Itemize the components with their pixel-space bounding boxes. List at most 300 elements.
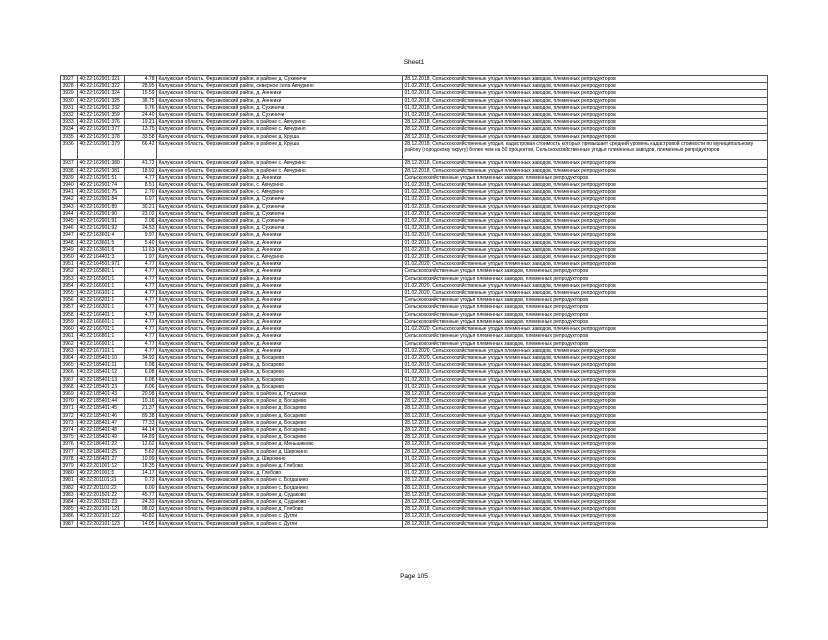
cadastral-number-cell: 40:22:162901:92 xyxy=(78,225,125,232)
row-number-cell: 3949 xyxy=(61,246,78,253)
area-cell: 0.73 xyxy=(125,477,157,484)
row-number-cell: 3933 xyxy=(61,119,78,126)
address-cell: Калужская область, Ферзиковский район, д. Сухиничи xyxy=(157,218,403,225)
table-row xyxy=(61,174,768,181)
row-number-cell: 3932 xyxy=(61,112,78,119)
category-cell: 01.02.2018, Сельскохозяйственные угодья племенных заводов, племенных репродукторов xyxy=(403,97,768,104)
address-cell: Калужская область, Ферзиковский район, д. Аннеики xyxy=(157,97,403,104)
area-cell: 19.21 xyxy=(125,119,157,126)
category-cell: 01.02.2019, Сельскохозяйственные угодья племенных заводов, племенных репродукторов xyxy=(403,455,768,462)
category-cell: 28.12.2018, Сельскохозяйственные угодья племенных заводов, племенных репродукторов xyxy=(403,498,768,505)
category-cell: 28.12.2018, Сельскохозяйственные угодья племенных заводов, племенных репродукторов xyxy=(403,441,768,448)
area-cell: 4.77 xyxy=(125,297,157,304)
table-row xyxy=(61,275,768,282)
address-cell: Калужская область, Ферзиковский район, с. Авчурино xyxy=(157,254,403,261)
category-cell: 01.02.2018, Сельскохозяйственные угодья племенных заводов, племенных репродукторов xyxy=(403,225,768,232)
row-number-cell: 3987 xyxy=(61,520,78,527)
table-row xyxy=(61,376,768,383)
table-row xyxy=(61,333,768,340)
category-cell: Сельскохозяйственные угодья племенных заводов, племенных репродукторов xyxy=(403,174,768,181)
address-cell: Калужская область, Ферзиковский район, в районе с. Дугли xyxy=(157,520,403,527)
table-row xyxy=(61,189,768,196)
category-cell: 01.02.2018, Сельскохозяйственные угодья племенных заводов, племенных репродукторов xyxy=(403,203,768,210)
table-row xyxy=(61,290,768,297)
table-row xyxy=(61,462,768,469)
category-cell: 28.12.2018, Сельскохозяйственные угодья племенных заводов, племенных репродукторов xyxy=(403,133,768,140)
address-cell: Калужская область, Ферзиковский район, в районе д. Глебово xyxy=(157,462,403,469)
category-cell: 01.02.2020, Сельскохозяйственные угодья племенных заводов, племенных репродукторов xyxy=(403,326,768,333)
row-number-cell: 3935 xyxy=(61,133,78,140)
table-row xyxy=(61,119,768,126)
land-plots-table xyxy=(60,75,768,528)
table-row xyxy=(61,506,768,513)
address-cell: Калужская область, Ферзиковский район, в районе д. Глушонки xyxy=(157,390,403,397)
category-cell: 28.12.2018, Сельскохозяйственные угодья племенных заводов, племенных репродукторов xyxy=(403,506,768,513)
table-row xyxy=(61,133,768,140)
area-cell: 14.17 xyxy=(125,470,157,477)
area-cell: 34.92 xyxy=(125,354,157,361)
table-row xyxy=(61,112,768,119)
row-number-cell: 3985 xyxy=(61,506,78,513)
table-row xyxy=(61,513,768,520)
area-cell: 66.42 xyxy=(125,140,157,160)
cadastral-number-cell: 40:22:166401:1 xyxy=(78,311,125,318)
address-cell: Калужская область, Ферзиковский район, д. Аннеики xyxy=(157,246,403,253)
row-number-cell: 3960 xyxy=(61,326,78,333)
table-row xyxy=(61,362,768,369)
table-body xyxy=(61,76,768,528)
table-row xyxy=(61,83,768,90)
cadastral-number-cell: 40:22:164501:971 xyxy=(78,261,125,268)
address-cell: Калужская область, Ферзиковский район, д. Аннеики xyxy=(157,268,403,275)
table-row xyxy=(61,261,768,268)
row-number-cell: 3939 xyxy=(61,174,78,181)
cadastral-number-cell: 40:22:202101:123 xyxy=(78,520,125,527)
area-cell: 38.75 xyxy=(125,97,157,104)
table-row xyxy=(61,311,768,318)
category-cell: 01.02.2020, Сельскохозяйственные угодья племенных заводов, племенных репродукторов xyxy=(403,261,768,268)
address-cell: Калужская область, Ферзиковский район, в районе д. Круша xyxy=(157,133,403,140)
category-cell: 28.12.2018, Сельскохозяйственные угодья племенных заводов, племенных репродукторов xyxy=(403,76,768,83)
cadastral-number-cell: 40:22:166801:1 xyxy=(78,333,125,340)
category-cell: 01.02.2018, Сельскохозяйственные угодья племенных заводов, племенных репродукторов xyxy=(403,218,768,225)
cadastral-number-cell: 40:22:166901:1 xyxy=(78,340,125,347)
address-cell: Калужская область, Ферзиковский район, д. Сухиничи xyxy=(157,196,403,203)
row-number-cell: 3945 xyxy=(61,218,78,225)
row-number-cell: 3959 xyxy=(61,318,78,325)
address-cell: Калужская область, Ферзиковский район, д. Сухиничи xyxy=(157,112,403,119)
category-cell: 01.02.2020, Сельскохозяйственные угодья племенных заводов, племенных репродукторов xyxy=(403,347,768,354)
cadastral-number-cell: 40:22:185401:10 xyxy=(78,354,125,361)
cadastral-number-cell: 40:22:202101:122 xyxy=(78,513,125,520)
area-cell: 6.98 xyxy=(125,369,157,376)
area-cell: 23.02 xyxy=(125,210,157,217)
row-number-cell: 3957 xyxy=(61,304,78,311)
table-row xyxy=(61,126,768,133)
cadastral-number-cell: 40:22:162901:74 xyxy=(78,182,125,189)
category-cell: 01.02.2018, Сельскохозяйственные угодья племенных заводов, племенных репродукторов xyxy=(403,189,768,196)
row-number-cell: 3971 xyxy=(61,405,78,412)
area-cell: 98.02 xyxy=(125,506,157,513)
category-cell: 28.12.2018, Сельскохозяйственные угодья племенных заводов, племенных репродукторов xyxy=(403,119,768,126)
area-cell: 9.97 xyxy=(125,232,157,239)
table-row xyxy=(61,104,768,111)
address-cell: Калужская область, Ферзиковский район, в районе д. Босарево xyxy=(157,405,403,412)
area-cell: 5.62 xyxy=(125,448,157,455)
category-cell: 01.02.2018, Сельскохозяйственные угодья племенных заводов, племенных репродукторов xyxy=(403,83,768,90)
row-number-cell: 3982 xyxy=(61,484,78,491)
address-cell: Калужская область, Ферзиковский район, д. Аннеики xyxy=(157,311,403,318)
cadastral-number-cell: 40:22:162901:381 xyxy=(78,167,125,174)
cadastral-number-cell: 40:22:201101:22 xyxy=(78,484,125,491)
category-cell: 01.02.2018, Сельскохозяйственные угодья племенных заводов, племенных репродукторов xyxy=(403,254,768,261)
cadastral-number-cell: 40:22:162901:325 xyxy=(78,97,125,104)
cadastral-number-cell: 40:22:185401:47 xyxy=(78,419,125,426)
category-cell: Сельскохозяйственные угодья племенных заводов, племенных репродукторов xyxy=(403,340,768,347)
category-cell: 01.02.2018, Сельскохозяйственные угодья племенных заводов, племенных репродукторов xyxy=(403,104,768,111)
address-cell: Калужская область, Ферзиковский район, д. Сухиничи xyxy=(157,225,403,232)
cadastral-number-cell: 40:22:167101:1 xyxy=(78,347,125,354)
address-cell: Калужская область, Ферзиковский район, д. Босарево xyxy=(157,376,403,383)
category-cell: 01.02.2019, Сельскохозяйственные угодья племенных заводов, племенных репродукторов xyxy=(403,196,768,203)
cadastral-number-cell: 40:22:201001:12 xyxy=(78,462,125,469)
address-cell: Калужская область, Ферзиковский район, д. Аннеики xyxy=(157,261,403,268)
row-number-cell: 3970 xyxy=(61,398,78,405)
category-cell: 28.12.2018, Сельскохозяйственные угодья, кадастровая стоимость которых превышает средний уровень кадастровой стоимости по муниципальному району (городскому округу) более чем на 50 процентов, Сельскохозяйственные угодья племенных заводов, племенных репродукторов xyxy=(403,140,768,160)
table-row xyxy=(61,297,768,304)
address-cell: Калужская область, Ферзиковский район, в районе д. Судаково xyxy=(157,491,403,498)
address-cell: Калужская область, Ферзиковский район, в районе д. Глебово xyxy=(157,506,403,513)
address-cell: Калужская область, Ферзиковский район, д. Аннеики xyxy=(157,326,403,333)
cadastral-number-cell: 40:22:162901:84 xyxy=(78,196,125,203)
cadastral-number-cell: 40:22:201001:5 xyxy=(78,470,125,477)
cadastral-number-cell: 40:22:163601:5 xyxy=(78,239,125,246)
table-row xyxy=(61,318,768,325)
address-cell: Калужская область, Ферзиковский район, д. Аннеики xyxy=(157,275,403,282)
cadastral-number-cell: 40:22:202101:121 xyxy=(78,506,125,513)
address-cell: Калужская область, Ферзиковский район, д. Босарево xyxy=(157,383,403,390)
cadastral-number-cell: 40:22:162901:378 xyxy=(78,133,125,140)
cadastral-number-cell: 40:22:162901:376 xyxy=(78,119,125,126)
area-cell: 2.70 xyxy=(125,189,157,196)
cadastral-number-cell: 40:22:162901:379 xyxy=(78,140,125,160)
category-cell: 28.12.2018, Сельскохозяйственные угодья племенных заводов, племенных репродукторов xyxy=(403,462,768,469)
cadastral-number-cell: 40:22:164401:3 xyxy=(78,254,125,261)
address-cell: Калужская область, Ферзиковский район, в районе д. Босарево xyxy=(157,426,403,433)
row-number-cell: 3984 xyxy=(61,498,78,505)
address-cell: Калужская область, Ферзиковский район, д. Босарево xyxy=(157,362,403,369)
category-cell: 28.12.2018, Сельскохозяйственные угодья племенных заводов, племенных репродукторов xyxy=(403,448,768,455)
row-number-cell: 3958 xyxy=(61,311,78,318)
area-cell: 4.77 xyxy=(125,275,157,282)
table-row xyxy=(61,246,768,253)
category-cell: 28.12.2018, Сельскохозяйственные угодья племенных заводов, племенных репродукторов xyxy=(403,405,768,412)
table-row xyxy=(61,448,768,455)
area-cell: 8.51 xyxy=(125,182,157,189)
cadastral-number-cell: 40:22:163601:4 xyxy=(78,232,125,239)
row-number-cell: 3953 xyxy=(61,275,78,282)
area-cell: 4.77 xyxy=(125,311,157,318)
cadastral-number-cell: 40:22:162901:324 xyxy=(78,90,125,97)
row-number-cell: 3980 xyxy=(61,470,78,477)
address-cell: Калужская область, Ферзиковский район, д. Сухиничи xyxy=(157,104,403,111)
address-cell: Калужская область, Ферзиковский район, д. Босарево xyxy=(157,369,403,376)
area-cell: 45.77 xyxy=(125,491,157,498)
cadastral-number-cell: 40:22:162901:75 xyxy=(78,189,125,196)
cadastral-number-cell: 40:22:185401:44 xyxy=(78,398,125,405)
address-cell: Калужская область, Ферзиковский район, д. Аннеики xyxy=(157,340,403,347)
area-cell: 10.99 xyxy=(125,455,157,462)
area-cell: 24.40 xyxy=(125,112,157,119)
table-row xyxy=(61,347,768,354)
address-cell: Калужская область, Ферзиковский район, в районе д. Сухиничи xyxy=(157,76,403,83)
area-cell: 40.82 xyxy=(125,513,157,520)
table-row xyxy=(61,167,768,174)
row-number-cell: 3974 xyxy=(61,426,78,433)
row-number-cell: 3938 xyxy=(61,167,78,174)
address-cell: Калужская область, Ферзиковский район, д. Босарево xyxy=(157,354,403,361)
address-cell: Калужская область, Ферзиковский район, д. Аннеики xyxy=(157,297,403,304)
table-row xyxy=(61,182,768,189)
address-cell: Калужская область, Ферзиковский район, д. Аннеики xyxy=(157,290,403,297)
category-cell: 01.02.2019, Сельскохозяйственные угодья племенных заводов, племенных репродукторов xyxy=(403,232,768,239)
cadastral-number-cell: 40:22:163601:6 xyxy=(78,246,125,253)
row-number-cell: 3963 xyxy=(61,347,78,354)
cadastral-number-cell: 40:22:201501:23 xyxy=(78,498,125,505)
category-cell: Сельскохозяйственные угодья племенных заводов, племенных репродукторов xyxy=(403,275,768,282)
table-row xyxy=(61,268,768,275)
cadastral-number-cell: 40:22:162901:359 xyxy=(78,112,125,119)
address-cell: Калужская область, Ферзиковский район, д. Аннеики xyxy=(157,304,403,311)
category-cell: 28.12.2018, Сельскохозяйственные угодья племенных заводов, племенных репродукторов xyxy=(403,398,768,405)
page-number: Page 105 xyxy=(400,573,428,580)
cadastral-number-cell: 40:22:185401:13 xyxy=(78,376,125,383)
area-cell: 9.76 xyxy=(125,104,157,111)
category-cell: Сельскохозяйственные угодья племенных заводов, племенных репродукторов xyxy=(403,304,768,311)
row-number-cell: 3962 xyxy=(61,340,78,347)
row-number-cell: 3937 xyxy=(61,160,78,167)
row-number-cell: 3965 xyxy=(61,362,78,369)
area-cell: 4.78 xyxy=(125,76,157,83)
row-number-cell: 3983 xyxy=(61,491,78,498)
table-row xyxy=(61,434,768,441)
category-cell: 01.02.2019, Сельскохозяйственные угодья племенных заводов, племенных репродукторов xyxy=(403,369,768,376)
row-number-cell: 3969 xyxy=(61,390,78,397)
area-cell: 6.00 xyxy=(125,484,157,491)
cadastral-number-cell: 40:22:162901:90 xyxy=(78,210,125,217)
address-cell: Калужская область, Ферзиковский район, в районе д. Босарево xyxy=(157,398,403,405)
area-cell: 11.63 xyxy=(125,246,157,253)
cadastral-number-cell: 40:22:162901:380 xyxy=(78,160,125,167)
category-cell: 28.12.2018, Сельскохозяйственные угодья племенных заводов, племенных репродукторов xyxy=(403,520,768,527)
cadastral-number-cell: 40:22:186401:25 xyxy=(78,448,125,455)
row-number-cell: 3948 xyxy=(61,239,78,246)
sheet-title: Sheet1 xyxy=(403,59,425,66)
category-cell: 01.02.2018, Сельскохозяйственные угодья племенных заводов, племенных репродукторов xyxy=(403,112,768,119)
table-row xyxy=(61,412,768,419)
row-number-cell: 3951 xyxy=(61,261,78,268)
category-cell: 28.12.2018, Сельскохозяйственные угодья племенных заводов, племенных репродукторов xyxy=(403,484,768,491)
table-row xyxy=(61,97,768,104)
table-row xyxy=(61,340,768,347)
category-cell: 01.02.2019, Сельскохозяйственные угодья племенных заводов, племенных репродукторов xyxy=(403,246,768,253)
category-cell: Сельскохозяйственные угодья племенных заводов, племенных репродукторов xyxy=(403,268,768,275)
cadastral-number-cell: 40:22:162901:377 xyxy=(78,126,125,133)
table-row xyxy=(61,254,768,261)
row-number-cell: 3968 xyxy=(61,383,78,390)
row-number-cell: 3931 xyxy=(61,104,78,111)
category-cell: 28.12.2018, Сельскохозяйственные угодья племенных заводов, племенных репродукторов xyxy=(403,477,768,484)
cadastral-number-cell: 40:22:162901:89 xyxy=(78,203,125,210)
cadastral-number-cell: 40:22:185401:46 xyxy=(78,412,125,419)
table-row xyxy=(61,203,768,210)
address-cell: Калужская область, Ферзиковский район, д. Широкино xyxy=(157,455,403,462)
cadastral-number-cell: 40:22:166601:1 xyxy=(78,318,125,325)
row-number-cell: 3944 xyxy=(61,210,78,217)
table-row xyxy=(61,232,768,239)
table-row xyxy=(61,76,768,83)
area-cell: 4.77 xyxy=(125,347,157,354)
category-cell: 01.02.2020, Сельскохозяйственные угодья племенных заводов, племенных репродукторов xyxy=(403,354,768,361)
table-row xyxy=(61,498,768,505)
address-cell: Калужская область, Ферзиковский район, в районе д. Круша xyxy=(157,140,403,160)
category-cell: Сельскохозяйственные угодья племенных заводов, племенных репродукторов xyxy=(403,333,768,340)
row-number-cell: 3973 xyxy=(61,419,78,426)
address-cell: Калужская область, Ферзиковский район, д. Аннеики xyxy=(157,90,403,97)
table-row xyxy=(61,491,768,498)
cadastral-number-cell: 40:22:185401:11 xyxy=(78,362,125,369)
table-row xyxy=(61,225,768,232)
address-cell: Калужская область, Ферзиковский район, д. Аннеики xyxy=(157,282,403,289)
table-row xyxy=(61,390,768,397)
cadastral-number-cell: 40:22:162901:321 xyxy=(78,76,125,83)
row-number-cell: 3930 xyxy=(61,97,78,104)
address-cell: Калужская область, Ферзиковский район, в районе с. Авчурино xyxy=(157,126,403,133)
address-cell: Калужская область, Ферзиковский район, в районе с. Авчурино xyxy=(157,167,403,174)
area-cell: 4.77 xyxy=(125,304,157,311)
area-cell: 89.38 xyxy=(125,412,157,419)
category-cell: 28.12.2018, Сельскохозяйственные угодья племенных заводов, племенных репродукторов xyxy=(403,426,768,433)
area-cell: 24.33 xyxy=(125,498,157,505)
row-number-cell: 3964 xyxy=(61,354,78,361)
category-cell: Сельскохозяйственные угодья племенных заводов, племенных репродукторов xyxy=(403,318,768,325)
area-cell: 6.98 xyxy=(125,376,157,383)
category-cell: 28.12.2018, Сельскохозяйственные угодья племенных заводов, племенных репродукторов xyxy=(403,126,768,133)
address-cell: Калужская область, Ферзиковский район, в районе д. Меньшиково xyxy=(157,441,403,448)
cadastral-number-cell: 40:22:165901:1 xyxy=(78,275,125,282)
category-cell: 28.12.2018, Сельскохозяйственные угодья племенных заводов, племенных репродукторов xyxy=(403,167,768,174)
cadastral-number-cell: 40:22:185401:23 xyxy=(78,383,125,390)
table-row xyxy=(61,239,768,246)
table-row xyxy=(61,160,768,167)
table-row xyxy=(61,210,768,217)
row-number-cell: 3977 xyxy=(61,448,78,455)
table-row xyxy=(61,369,768,376)
address-cell: Калужская область, Ферзиковский район, д. Аннеики xyxy=(157,333,403,340)
table-row xyxy=(61,326,768,333)
address-cell: Калужская область, Ферзиковский район, д. Сухиничи xyxy=(157,203,403,210)
category-cell: Сельскохозяйственные угодья племенных заводов, племенных репродукторов xyxy=(403,311,768,318)
row-number-cell: 3934 xyxy=(61,126,78,133)
category-cell: 28.12.2018, Сельскохозяйственные угодья племенных заводов, племенных репродукторов xyxy=(403,513,768,520)
table-row xyxy=(61,520,768,527)
category-cell: 01.02.2019, Сельскохозяйственные угодья племенных заводов, племенных репродукторов xyxy=(403,239,768,246)
area-cell: 30.21 xyxy=(125,203,157,210)
area-cell: 4.77 xyxy=(125,261,157,268)
table-row xyxy=(61,477,768,484)
row-number-cell: 3966 xyxy=(61,369,78,376)
cadastral-number-cell: 40:22:186401:22 xyxy=(78,441,125,448)
row-number-cell: 3927 xyxy=(61,76,78,83)
row-number-cell: 3976 xyxy=(61,441,78,448)
address-cell: Калужская область, Ферзиковский район, в районе д. Судаково xyxy=(157,498,403,505)
area-cell: 4.77 xyxy=(125,174,157,181)
row-number-cell: 3947 xyxy=(61,232,78,239)
table-row xyxy=(61,455,768,462)
area-cell: 41.73 xyxy=(125,160,157,167)
category-cell: 01.02.2018, Сельскохозяйственные угодья племенных заводов, племенных репродукторов xyxy=(403,182,768,189)
area-cell: 20.98 xyxy=(125,390,157,397)
area-cell: 15.59 xyxy=(125,90,157,97)
category-cell: 01.02.2019, Сельскохозяйственные угодья племенных заводов, племенных репродукторов xyxy=(403,470,768,477)
table-row xyxy=(61,196,768,203)
cadastral-number-cell: 40:22:185401:45 xyxy=(78,405,125,412)
area-cell: 4.77 xyxy=(125,333,157,340)
row-number-cell: 3940 xyxy=(61,182,78,189)
cadastral-number-cell: 40:22:201101:21 xyxy=(78,477,125,484)
table-row xyxy=(61,426,768,433)
address-cell: Калужская область, Ферзиковский район, с. Авчурино xyxy=(157,182,403,189)
row-number-cell: 3956 xyxy=(61,297,78,304)
area-cell: 44.14 xyxy=(125,426,157,433)
area-cell: 18.92 xyxy=(125,167,157,174)
cadastral-number-cell: 40:22:186401:27 xyxy=(78,455,125,462)
row-number-cell: 3936 xyxy=(61,140,78,160)
area-cell: 4.77 xyxy=(125,290,157,297)
category-cell: 28.12.2018, Сельскохозяйственные угодья племенных заводов, племенных репродукторов xyxy=(403,419,768,426)
table-row xyxy=(61,470,768,477)
row-number-cell: 3941 xyxy=(61,189,78,196)
area-cell: 4.77 xyxy=(125,268,157,275)
cadastral-number-cell: 40:22:201501:22 xyxy=(78,491,125,498)
table-row xyxy=(61,140,768,160)
row-number-cell: 3928 xyxy=(61,83,78,90)
area-cell: 2.08 xyxy=(125,218,157,225)
area-cell: 4.77 xyxy=(125,340,157,347)
category-cell: 28.12.2018, Сельскохозяйственные угодья племенных заводов, племенных репродукторов xyxy=(403,390,768,397)
address-cell: Калужская область, Ферзиковский район, в районе д. Босарево xyxy=(157,412,403,419)
cadastral-number-cell: 40:22:166301:1 xyxy=(78,304,125,311)
row-number-cell: 3942 xyxy=(61,196,78,203)
category-cell: 28.12.2018, Сельскохозяйственные угодья племенных заводов, племенных репродукторов xyxy=(403,491,768,498)
area-cell: 24.53 xyxy=(125,225,157,232)
cadastral-number-cell: 40:22:166201:1 xyxy=(78,297,125,304)
address-cell: Калужская область, Ферзиковский район, в районе с. Авчурино xyxy=(157,119,403,126)
row-number-cell: 3955 xyxy=(61,290,78,297)
category-cell: 01.02.2020, Сельскохозяйственные угодья племенных заводов, племенных репродукторов xyxy=(403,282,768,289)
row-number-cell: 3975 xyxy=(61,434,78,441)
area-cell: 33.58 xyxy=(125,133,157,140)
area-cell: 5.40 xyxy=(125,239,157,246)
row-number-cell: 3943 xyxy=(61,203,78,210)
table-row xyxy=(61,441,768,448)
cadastral-number-cell: 40:22:185401:48 xyxy=(78,426,125,433)
table-row xyxy=(61,90,768,97)
address-cell: Калужская область, Ферзиковский район, в районе д. Босарево xyxy=(157,419,403,426)
address-cell: Калужская область, Ферзиковский район, д. Глебово xyxy=(157,470,403,477)
cadastral-number-cell: 40:22:165801:1 xyxy=(78,268,125,275)
row-number-cell: 3961 xyxy=(61,333,78,340)
